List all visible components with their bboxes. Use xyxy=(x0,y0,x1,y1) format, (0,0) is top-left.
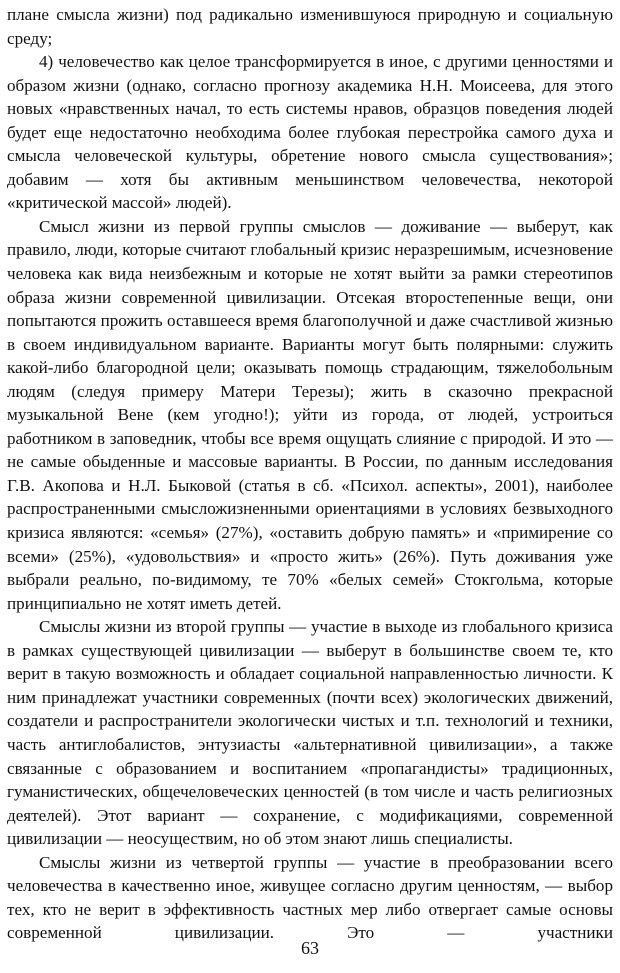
paragraph: 4) человечество как целое трансформируется в иное, с другими ценностями и образом жизни (однако, согласно прогнозу академика Н.Н. Моисеева, для этого новых «нравственных начал, то есть системы нравов, образцов поведения людей будет еще недостаточно необходима более глубокая перестройка самого духа и смысла человеческой культуры, обретение нового смысла существования»; добавим — хотя бы активным меньшинством человечества, некоторой «критической массой» людей). xyxy=(7,52,613,213)
page-number: 63 xyxy=(301,938,319,958)
paragraph: Смыслы жизни из четвертой группы — участие в преобразовании всего человечества в качественно иное, живущее согласно другим ценностям, — выбор тех, кто не верит в эффективность частных мер либо отвергает самые основы современной цивилизации. Это — участники xyxy=(7,852,613,943)
body-text xyxy=(7,3,613,945)
paragraph: Смыслы жизни из второй группы — участие в выходе из глобального кризиса в рамках существующей цивилизации — выберут в большинстве своем те, кто верит в такую возможность и обладает социальной направленностью личности. К ним принадлежат участники современных (почти всех) экологических движений, создатели и распространители экологически чистых и т.п. технологий и техники, часть антиглобалистов, энтузиасты «альтернативной цивилизации», а также связанные с образованием и воспитанием «пропагандисты» традиционных, гуманистических, общечеловеческих ценностей (в том числе и часть религиозных деятелей). Этот вариант — сохранение, с модификациями, современной цивилизации — неосуществим, но об этом знают лишь специалисты. xyxy=(7,617,613,849)
paragraph: Смысл жизни из первой группы смыслов — доживание — выберут, как правило, люди, которые считают глобальный кризис неразрешимым, исчезновение человека как вида неизбежным и которые не хотят выйти за рамки стереотипов образа жизни современной цивилизации. Отсекая второстепенные вещи, они попытаются прожить оставшееся время благополучной и даже счастливой жизнью в своем индивидуальном варианте. Варианты могут быть полярными: служить какой-либо благородной цели; оказывать помощь страдающим, тяжелобольным людям (следуя примеру Матери Терезы); жить в сказочно прекрасной музыкальной Вене (кем угодно!); уйти из города, от людей, устроиться работником в заповедник, чтобы все время ощущать слияние с природой. И это — не самые обыденные и массовые варианты. В России, по данным исследования Г.В. Акопова и Н.Л. Быковой (статья в сб. «Психол. аспекты», 2001), наиболее распространенными смысложизненными ориентациями в условиях безвыходного кризиса являются: «семья» (27%), «оставить добрую память» и «примирение со всеми» (25%), «удовольствия» и «просто жить» (26%). Путь доживания уже выбрали реально, по-видимому, те 70% «белых семей» Стокгольма, которые принципиально не хотят иметь детей. xyxy=(7,216,613,613)
paragraph: плане смысла жизни) под радикально изменившуюся природную и социальную среду; xyxy=(7,5,613,48)
